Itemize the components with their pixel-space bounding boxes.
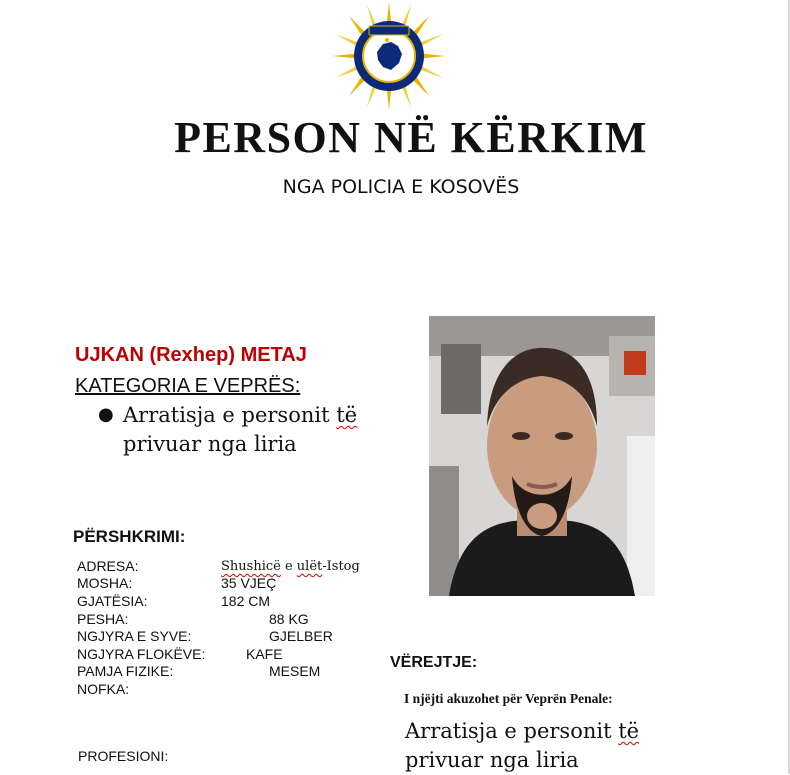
nickname-label: NOFKA:: [77, 681, 130, 697]
address-value: [221, 559, 360, 574]
address-value-part: e: [280, 559, 297, 574]
person-name: UJKAN (Rexhep) METAJ: [75, 344, 307, 366]
description-heading: PËRSHKRIMI:: [73, 527, 186, 546]
weight-label: PESHA:: [77, 611, 129, 627]
charge-label: I njëjti akuzohet për Veprën Penale:: [404, 691, 613, 706]
seal-banner: [369, 26, 409, 35]
crime-description: [123, 401, 398, 459]
address-value-part: Shushicë: [221, 559, 281, 574]
address-value-part: -Istog: [322, 559, 360, 574]
charge-text-part: Arratisja e personit: [405, 719, 619, 743]
crime-text-part: Arratisja e personit: [123, 403, 337, 427]
crime-text-part: privuar nga liria: [123, 432, 297, 456]
eye-color-label: NGJYRA E SYVE:: [77, 628, 192, 644]
crime-category-label: KATEGORIA E VEPRËS:: [75, 375, 301, 397]
charge-text-marked-word: të: [618, 719, 640, 743]
profession-label: PROFESIONI:: [78, 748, 169, 764]
hair-color-label: NGJYRA FLOKËVE:: [77, 646, 206, 662]
kosovo-police-seal: [331, 0, 447, 112]
charge-text-part: privuar nga liria: [405, 748, 579, 772]
age-label: MOSHA:: [77, 575, 133, 591]
age-value: 35 VJEÇ: [221, 575, 277, 591]
charge-description: [405, 717, 705, 775]
suspect-photo: [429, 316, 655, 596]
build-label: PAMJA FIZIKE:: [77, 663, 174, 679]
build-value: MESEM: [269, 663, 321, 679]
eye-color-value: GJELBER: [269, 628, 333, 644]
notes-heading: VËREJTJE:: [390, 654, 478, 671]
hair-color-value: KAFE: [246, 646, 283, 662]
seal-star-icon: [385, 38, 389, 42]
address-value-part: ulët: [296, 559, 323, 574]
page-subtitle: NGA POLICIA E KOSOVËS: [282, 176, 520, 198]
page-title: PERSON NË KËRKIM: [174, 113, 648, 162]
height-label: GJATËSIA:: [77, 593, 148, 609]
weight-value: 88 KG: [269, 611, 309, 627]
height-value: 182 CM: [221, 593, 271, 609]
address-label: ADRESA:: [77, 558, 139, 574]
bullet-icon: ●: [98, 404, 114, 425]
crime-text-marked-word: të: [336, 403, 358, 427]
